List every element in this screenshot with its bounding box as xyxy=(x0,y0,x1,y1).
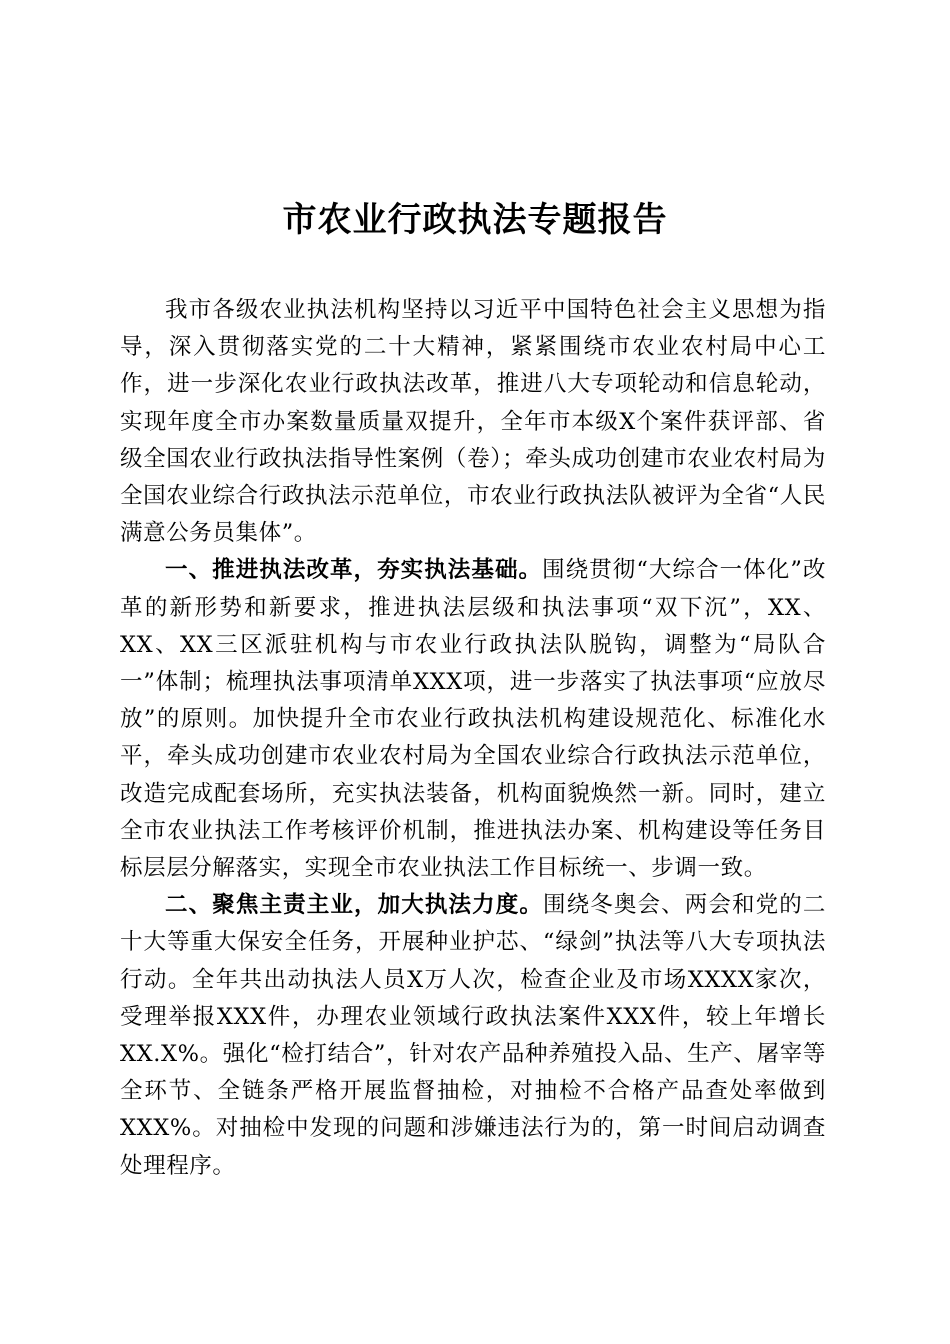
section-text-2: 围绕冬奥会、两会和党的二十大等重大保安全任务，开展种业护芯、“绿剑”执法等八大专项执法行动。全年共出动执法人员X万人次，检查企业及市场XXXX家次，受理举报XXX件，办理农业领域行政执法案件XXX件，较上年增长XX.X%。强化“检打结合”，针对农产品种养殖投入品、生产、屠宰等全环节、全链条严格开展监督抽检，对抽检不合格产品查处率做到XXX%。对抽检中发现的问题和涉嫌违法行为的，第一时间启动调查处理程序。 xyxy=(120,892,826,1179)
section-paragraph-1 xyxy=(120,552,826,887)
section-paragraph-2 xyxy=(120,887,826,1185)
document-body xyxy=(120,292,826,1185)
section-heading-2: 二、聚焦主责主业，加大执法力度。 xyxy=(165,892,544,919)
intro-paragraph: 我市各级农业执法机构坚持以习近平中国特色社会主义思想为指导，深入贯彻落实党的二十大精神，紧紧围绕市农业农村局中心工作，进一步深化农业行政执法改革，推进八大专项轮动和信息轮动，实现年度全市办案数量质量双提升，全年市本级X个案件获评部、省级全国农业行政执法指导性案例（卷）；牵头成功创建市农业农村局为全国农业综合行政执法示范单位，市农业行政执法队被评为全省“人民满意公务员集体”。 xyxy=(120,297,826,547)
section-heading-1: 一、推进执法改革，夯实执法基础。 xyxy=(165,557,543,584)
document-title: 市农业行政执法专题报告 xyxy=(282,200,668,240)
section-text-1: 围绕贯彻“大综合一体化”改革的新形势和新要求，推进执法层级和执法事项“双下沉”，XX、XX、XX三区派驻机构与市农业行政执法队脱钩，调整为“局队合一”体制；梳理执法事项清单XXX项，进一步落实了执法事项“应放尽放”的原则。加快提升全市农业行政执法机构建设规范化、标准化水平，牵头成功创建市农业农村局为全国农业综合行政执法示范单位，改造完成配套场所，充实执法装备，机构面貌焕然一新。同时，建立全市农业执法工作考核评价机制，推进执法办案、机构建设等任务目标层层分解落实，实现全市农业执法工作目标统一、步调一致。 xyxy=(120,557,826,882)
